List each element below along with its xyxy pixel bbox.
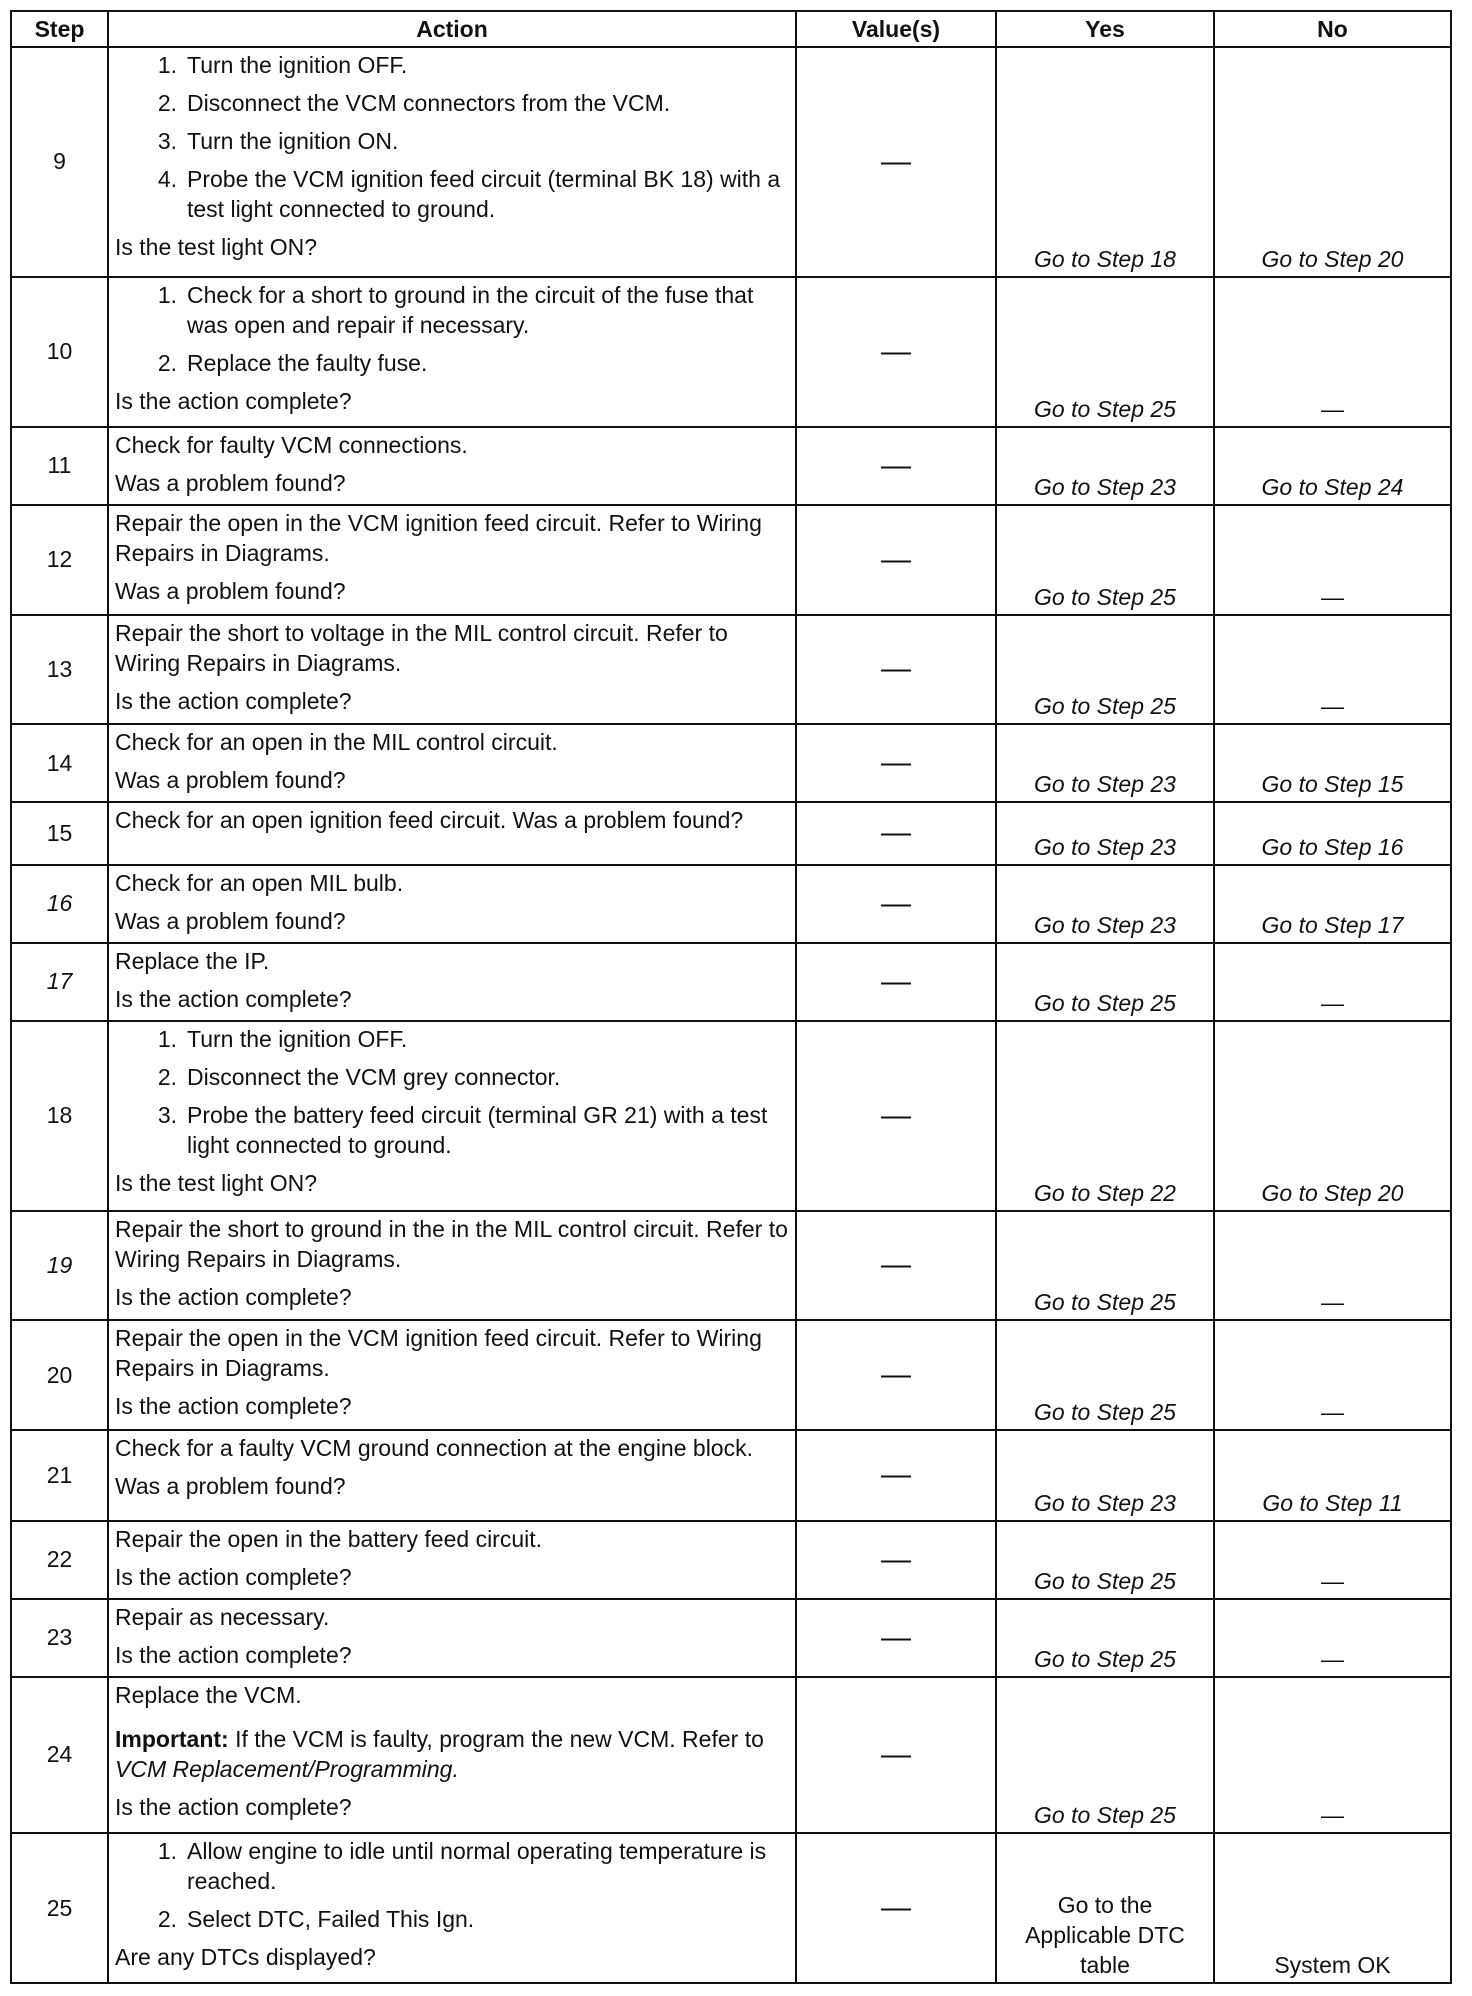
no-cell: — <box>1214 1320 1451 1430</box>
table-row <box>11 1320 1451 1430</box>
procedure-step-text: Turn the ignition OFF. <box>187 52 408 78</box>
step-number: 25 <box>11 1833 108 1983</box>
no-cell: — <box>1214 277 1451 427</box>
action-question: Is the action complete? <box>115 1793 352 1820</box>
procedure-list <box>115 1024 789 1160</box>
yes-cell: Go to Step 25 <box>996 1211 1214 1321</box>
value-cell: — <box>796 1833 996 1983</box>
step-number: 24 <box>11 1677 108 1833</box>
no-cell: — <box>1214 1521 1451 1599</box>
action-text: Repair as necessary. <box>115 1603 330 1630</box>
procedure-step-text: Replace the faulty fuse. <box>187 349 428 376</box>
action-text: Check for an open ignition feed circuit. Was a problem found? <box>115 807 744 834</box>
action-cell <box>108 865 796 943</box>
action-cell <box>108 1320 796 1430</box>
yes-cell: Go to Step 18 <box>996 47 1214 277</box>
yes-cell: Go to Step 22 <box>996 1021 1214 1211</box>
action-cell <box>108 1677 796 1833</box>
yes-cell: Go to Step 23 <box>996 1430 1214 1521</box>
procedure-step-text: Turn the ignition OFF. <box>187 1025 408 1052</box>
action-cell <box>108 802 796 864</box>
no-cell: — <box>1214 1211 1451 1321</box>
table-row <box>11 943 1451 1021</box>
action-question: Is the action complete? <box>115 1283 352 1310</box>
procedure-list <box>115 50 789 224</box>
table-row <box>11 802 1451 864</box>
action-question: Are any DTCs displayed? <box>115 1944 376 1971</box>
no-cell: — <box>1214 615 1451 725</box>
step-number: 20 <box>11 1320 108 1430</box>
value-cell: — <box>796 1430 996 1521</box>
important-label: Important: <box>115 1725 229 1752</box>
procedure-step <box>115 1062 789 1092</box>
yes-cell: Go to Step 23 <box>996 865 1214 943</box>
action-text: Check for faulty VCM connections. <box>115 431 468 458</box>
procedure-step <box>115 88 789 118</box>
action-cell <box>108 427 796 505</box>
procedure-list <box>115 1836 789 1934</box>
header-step: Step <box>11 11 108 47</box>
header-no: No <box>1214 11 1451 47</box>
value-cell: — <box>796 1677 996 1833</box>
yes-cell: Go to Step 23 <box>996 724 1214 802</box>
yes-cell: Go to Step 23 <box>996 802 1214 864</box>
procedure-step-number: 2. <box>157 90 177 116</box>
yes-cell: Go to Step 25 <box>996 1599 1214 1677</box>
procedure-step-text: Select DTC, Failed This Ign. <box>187 1906 475 1933</box>
no-cell: Go to Step 16 <box>1214 802 1451 864</box>
value-cell: — <box>796 1521 996 1599</box>
header-row <box>11 11 1451 47</box>
value-cell: — <box>796 277 996 427</box>
action-question: Is the action complete? <box>115 1563 352 1590</box>
value-cell: — <box>796 1211 996 1321</box>
header-action: Action <box>108 11 796 47</box>
procedure-step-number: 2. <box>157 1906 177 1933</box>
header-values: Value(s) <box>796 11 996 47</box>
action-cell <box>108 1521 796 1599</box>
action-text: Repair the short to ground in the in the MIL control circuit. Refer to Wiring Repairs in Diagrams. <box>115 1215 788 1272</box>
table-body <box>11 47 1451 1983</box>
action-text: Replace the VCM. <box>115 1681 302 1708</box>
action-text: Check for an open in the MIL control circuit. <box>115 729 558 756</box>
step-number: 19 <box>11 1211 108 1321</box>
action-question: Is the action complete? <box>115 1641 352 1668</box>
no-cell: Go to Step 15 <box>1214 724 1451 802</box>
no-cell: Go to Step 20 <box>1214 47 1451 277</box>
value-cell: — <box>796 724 996 802</box>
value-cell: — <box>796 505 996 615</box>
procedure-step-number: 2. <box>157 1063 177 1090</box>
step-number: 21 <box>11 1430 108 1521</box>
table-row <box>11 1833 1451 1983</box>
step-number: 12 <box>11 505 108 615</box>
table-row <box>11 1599 1451 1677</box>
action-question: Was a problem found? <box>115 767 346 794</box>
procedure-step-number: 1. <box>157 1025 177 1052</box>
step-number: 14 <box>11 724 108 802</box>
yes-cell: Go to Step 25 <box>996 505 1214 615</box>
yes-cell: Go to Step 25 <box>996 943 1214 1021</box>
step-number: 11 <box>11 427 108 505</box>
procedure-step <box>115 348 789 378</box>
important-text: If the VCM is faulty, program the new VCM. Refer to <box>228 1725 764 1752</box>
action-cell <box>108 724 796 802</box>
action-question: Is the action complete? <box>115 985 352 1012</box>
header-yes: Yes <box>996 11 1214 47</box>
action-cell <box>108 1211 796 1321</box>
step-number: 10 <box>11 277 108 427</box>
procedure-step-text: Disconnect the VCM grey connector. <box>187 1063 561 1090</box>
value-cell: — <box>796 1599 996 1677</box>
procedure-step-text: Disconnect the VCM connectors from the VCM. <box>187 90 671 116</box>
no-cell: Go to Step 20 <box>1214 1021 1451 1211</box>
procedure-step-number: 2. <box>157 349 177 376</box>
action-text: Repair the open in the VCM ignition feed circuit. Refer to Wiring Repairs in Diagrams. <box>115 1325 762 1382</box>
action-text: Check for a faulty VCM ground connection at the engine block. <box>115 1435 753 1462</box>
procedure-step <box>115 126 789 156</box>
step-number: 9 <box>11 47 108 277</box>
table-row <box>11 47 1451 277</box>
table-row <box>11 1521 1451 1599</box>
procedure-step <box>115 1024 789 1054</box>
yes-cell: Go to Step 23 <box>996 427 1214 505</box>
yes-cell: Go to Step 25 <box>996 1521 1214 1599</box>
action-question: Was a problem found? <box>115 907 346 934</box>
action-question: Is the test light ON? <box>115 234 317 260</box>
procedure-step <box>115 164 789 224</box>
no-cell: Go to Step 11 <box>1214 1430 1451 1521</box>
action-text: Check for an open MIL bulb. <box>115 869 404 896</box>
action-text: Repair the short to voltage in the MIL control circuit. Refer to Wiring Repairs in Diagrams. <box>115 619 728 676</box>
step-number: 18 <box>11 1021 108 1211</box>
action-cell <box>108 47 796 277</box>
action-question: Was a problem found? <box>115 1473 346 1500</box>
step-number: 23 <box>11 1599 108 1677</box>
value-cell: — <box>796 615 996 725</box>
procedure-step-number: 3. <box>157 1101 177 1128</box>
procedure-step-text: Probe the VCM ignition feed circuit (terminal BK 18) with a test light connected to ground. <box>187 166 781 222</box>
procedure-step-number: 1. <box>157 281 177 308</box>
no-cell: — <box>1214 505 1451 615</box>
table-row <box>11 1430 1451 1521</box>
procedure-step-number: 3. <box>157 128 177 154</box>
value-cell: — <box>796 802 996 864</box>
value-cell: — <box>796 943 996 1021</box>
diagnostic-table <box>10 10 1452 1984</box>
step-number: 13 <box>11 615 108 725</box>
table-row <box>11 724 1451 802</box>
action-cell <box>108 1599 796 1677</box>
yes-cell: Go to Step 25 <box>996 1320 1214 1430</box>
procedure-step <box>115 1100 789 1160</box>
important-note <box>115 1724 789 1784</box>
procedure-step-number: 4. <box>157 166 177 192</box>
step-number: 22 <box>11 1521 108 1599</box>
action-question: Was a problem found? <box>115 469 346 496</box>
table-row <box>11 427 1451 505</box>
table-row <box>11 865 1451 943</box>
table-row <box>11 1211 1451 1321</box>
action-text: Repair the open in the VCM ignition feed circuit. Refer to Wiring Repairs in Diagrams. <box>115 509 762 566</box>
important-reference: VCM Replacement/Programming <box>115 1755 453 1782</box>
value-cell: — <box>796 1320 996 1430</box>
action-question: Is the action complete? <box>115 1393 352 1420</box>
value-cell: — <box>796 1021 996 1211</box>
diagnostic-table-page <box>10 10 1450 1984</box>
step-number: 15 <box>11 802 108 864</box>
yes-cell: Go to Step 25 <box>996 1677 1214 1833</box>
no-cell: Go to Step 17 <box>1214 865 1451 943</box>
action-cell <box>108 1833 796 1983</box>
action-question: Is the action complete? <box>115 387 352 414</box>
action-cell <box>108 943 796 1021</box>
yes-cell: Go to the Applicable DTC table <box>996 1833 1214 1983</box>
procedure-step-text: Allow engine to idle until normal operating temperature is reached. <box>187 1838 767 1895</box>
action-cell <box>108 277 796 427</box>
step-number: 16 <box>11 865 108 943</box>
action-cell <box>108 1021 796 1211</box>
no-cell: System OK <box>1214 1833 1451 1983</box>
no-cell: — <box>1214 943 1451 1021</box>
value-cell: — <box>796 427 996 505</box>
value-cell: — <box>796 865 996 943</box>
no-cell: — <box>1214 1599 1451 1677</box>
yes-cell: Go to Step 25 <box>996 277 1214 427</box>
step-number: 17 <box>11 943 108 1021</box>
procedure-step-number: 1. <box>157 1838 177 1865</box>
action-cell <box>108 615 796 725</box>
action-question: Is the test light ON? <box>115 1169 317 1196</box>
procedure-step <box>115 1836 789 1896</box>
action-cell <box>108 1430 796 1521</box>
procedure-step <box>115 1904 789 1934</box>
action-text: Repair the open in the battery feed circuit. <box>115 1525 543 1552</box>
procedure-step-number: 1. <box>157 52 177 78</box>
procedure-list <box>115 280 789 378</box>
procedure-step-text: Probe the battery feed circuit (terminal GR 21) with a test light connected to ground. <box>187 1101 768 1158</box>
table-row <box>11 615 1451 725</box>
table-row <box>11 505 1451 615</box>
table-row <box>11 1677 1451 1833</box>
procedure-step <box>115 280 789 340</box>
procedure-step <box>115 50 789 80</box>
action-question: Is the action complete? <box>115 687 352 714</box>
no-cell: Go to Step 24 <box>1214 427 1451 505</box>
yes-cell: Go to Step 25 <box>996 615 1214 725</box>
important-tail: . <box>452 1755 459 1782</box>
procedure-step-text: Turn the ignition ON. <box>187 128 399 154</box>
action-text: Replace the IP. <box>115 947 270 974</box>
no-cell: — <box>1214 1677 1451 1833</box>
table-row <box>11 277 1451 427</box>
procedure-step-text: Check for a short to ground in the circuit of the fuse that was open and repair if necessary. <box>187 281 754 338</box>
action-question: Was a problem found? <box>115 577 346 604</box>
value-cell: — <box>796 47 996 277</box>
table-row <box>11 1021 1451 1211</box>
action-cell <box>108 505 796 615</box>
